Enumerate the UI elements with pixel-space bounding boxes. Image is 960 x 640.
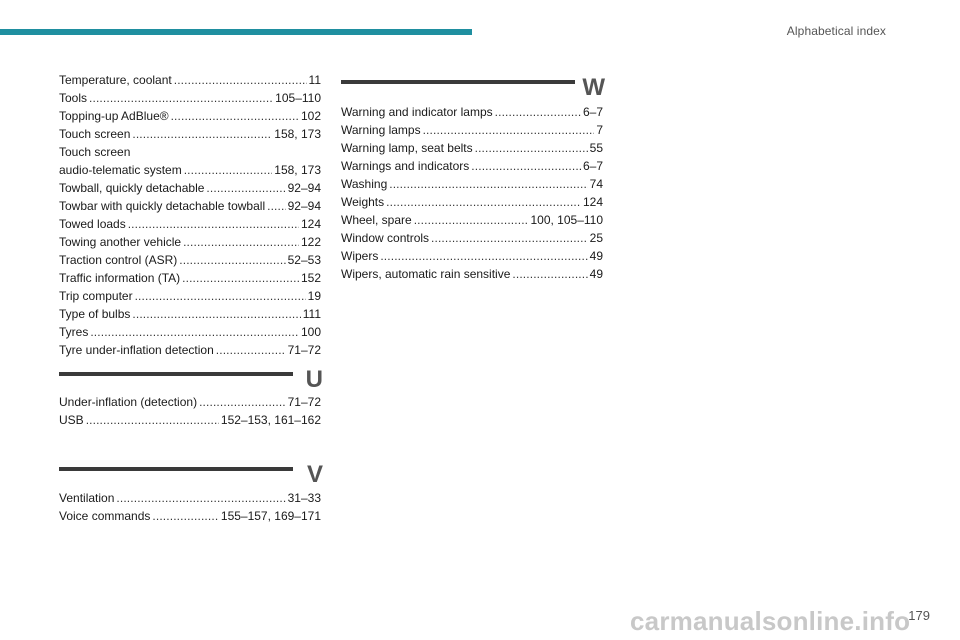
index-column-v bbox=[59, 489, 321, 525]
index-entry: Tools . . . 105–110 bbox=[59, 89, 321, 107]
section-letter: W bbox=[582, 74, 605, 101]
index-entry: Traffic information (TA) . . . 152 bbox=[59, 269, 321, 287]
section-letter: V bbox=[306, 461, 323, 488]
section-header-v bbox=[59, 461, 323, 491]
index-entry: Warnings and indicators . . . 6–7 bbox=[341, 157, 603, 175]
index-entry: Under-inflation (detection) . . . 71–72 bbox=[59, 393, 321, 411]
section-rule bbox=[59, 467, 293, 471]
index-entry: Towball, quickly detachable . . . 92–94 bbox=[59, 179, 321, 197]
index-entry-multiline bbox=[59, 143, 321, 179]
index-entry: Tyre under-inflation detection . . . 71–72 bbox=[59, 341, 321, 359]
index-entry: Voice commands . . . 155–157, 169–171 bbox=[59, 507, 321, 525]
section-header-w bbox=[341, 74, 605, 104]
index-entry: USB . . . 152–153, 161–162 bbox=[59, 411, 321, 429]
index-entry: Traction control (ASR) . . . 52–53 bbox=[59, 251, 321, 269]
section-letter: U bbox=[305, 366, 323, 393]
section-header-u bbox=[59, 366, 323, 396]
index-entry: Washing . . . 74 bbox=[341, 175, 603, 193]
index-entry: Window controls . . . 25 bbox=[341, 229, 603, 247]
index-entry: Type of bulbs . . . 111 bbox=[59, 305, 321, 323]
index-entry-term: Touch screen bbox=[59, 145, 131, 159]
index-entry: Temperature, coolant . . . 11 bbox=[59, 71, 321, 89]
index-entry-sub: audio-telematic system . . . 158, 173 bbox=[59, 161, 321, 179]
index-entry: Wipers . . . 49 bbox=[341, 247, 603, 265]
index-column-left bbox=[59, 71, 321, 359]
page-number: 179 bbox=[908, 608, 930, 623]
index-entry: Warning lamps . . . 7 bbox=[341, 121, 603, 139]
section-rule bbox=[59, 372, 293, 376]
index-entry: Towing another vehicle . . . 122 bbox=[59, 233, 321, 251]
index-entry: Wipers, automatic rain sensitive . . . 49 bbox=[341, 265, 603, 283]
index-entry: Topping-up AdBlue® . . . 102 bbox=[59, 107, 321, 125]
index-entry: Warning lamp, seat belts . . . 55 bbox=[341, 139, 603, 157]
watermark-text: carmanualsonline.info bbox=[630, 606, 911, 636]
index-column-w bbox=[341, 103, 603, 283]
section-rule bbox=[341, 80, 575, 84]
index-entry: Warning and indicator lamps . . . 6–7 bbox=[341, 103, 603, 121]
index-entry: Towbar with quickly detachable towball . . . 92–94 bbox=[59, 197, 321, 215]
index-entry: Tyres . . . 100 bbox=[59, 323, 321, 341]
index-entry: Touch screen . . . 158, 173 bbox=[59, 125, 321, 143]
page-section-title: Alphabetical index bbox=[786, 24, 886, 38]
index-entry: Ventilation . . . 31–33 bbox=[59, 489, 321, 507]
index-entry: Weights . . . 124 bbox=[341, 193, 603, 211]
index-column-u bbox=[59, 393, 321, 429]
index-entry: Trip computer . . . 19 bbox=[59, 287, 321, 305]
index-entry: Wheel, spare . . . 100, 105–110 bbox=[341, 211, 603, 229]
index-entry: Towed loads . . . 124 bbox=[59, 215, 321, 233]
header-accent-bar bbox=[0, 29, 472, 35]
